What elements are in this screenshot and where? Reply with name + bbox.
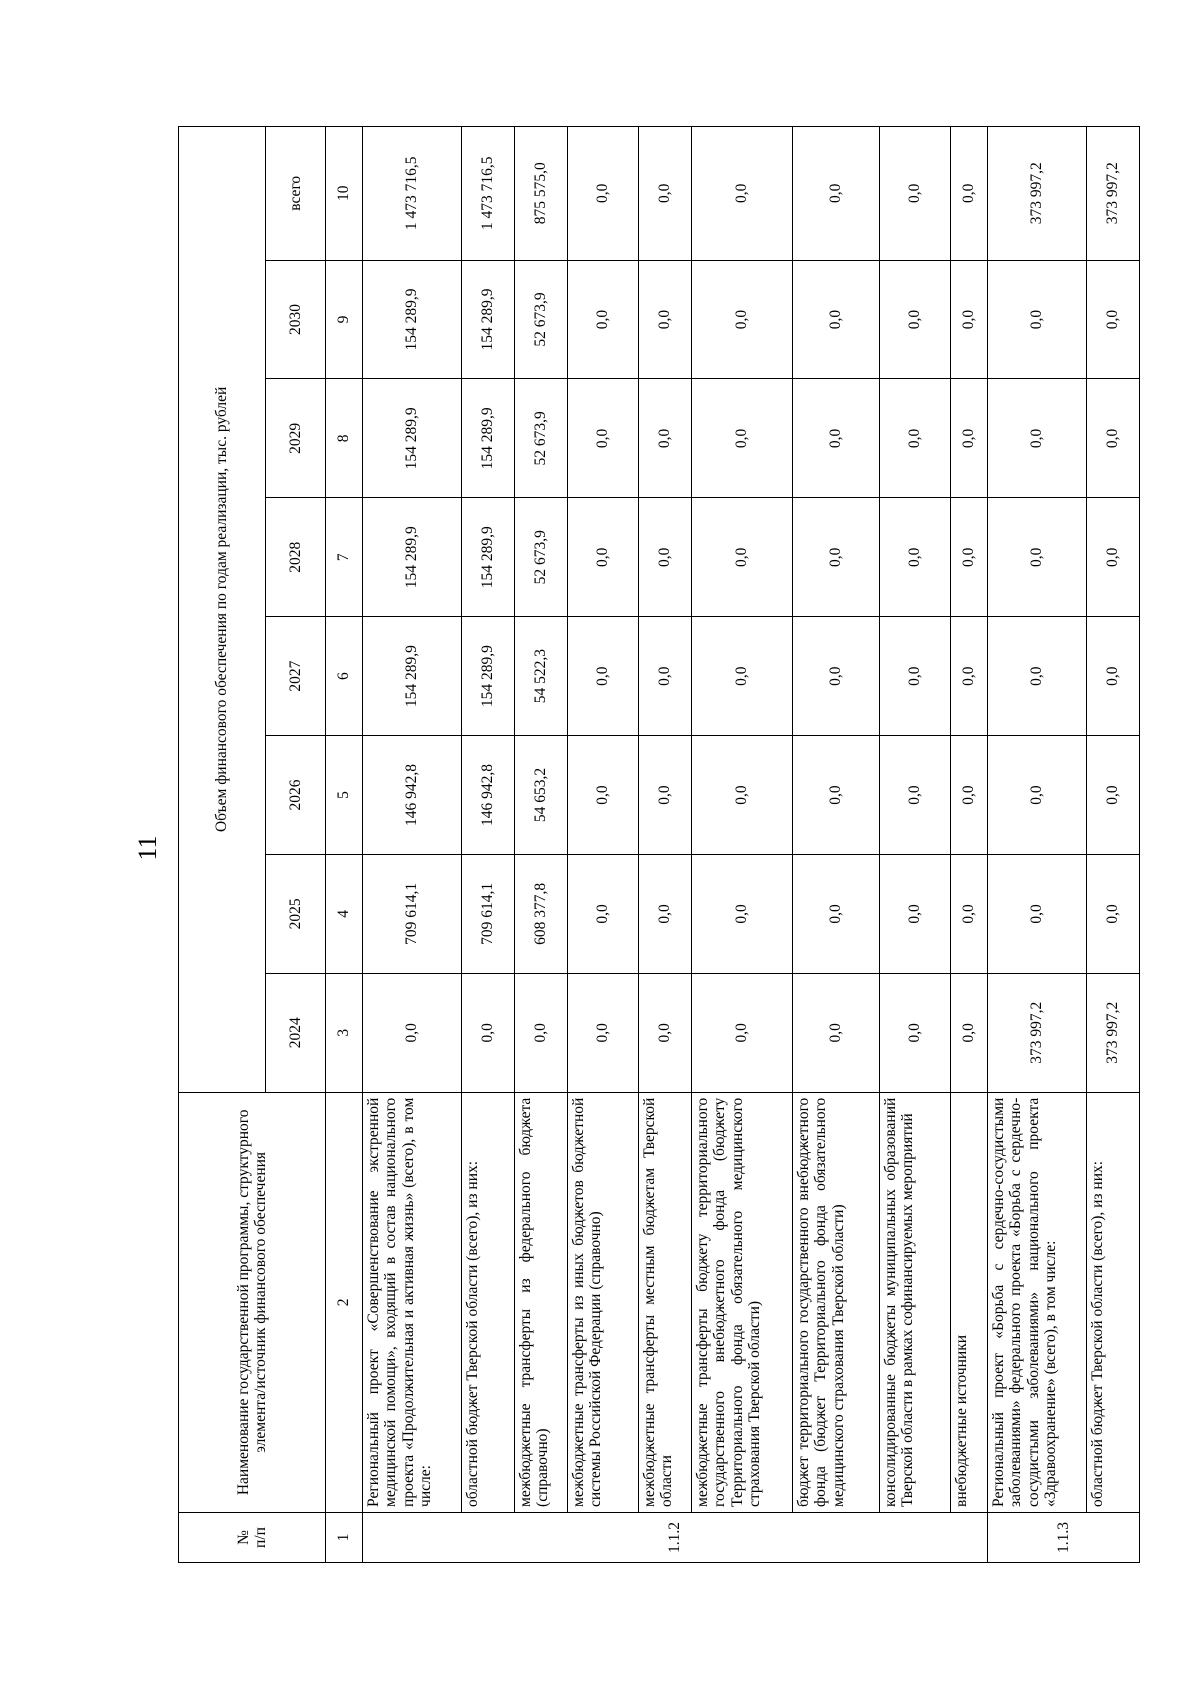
row-name: межбюджетные трансферты бюджету территориального государственного внебюджетного фонда (бюджету Территориального фонда обязательного медицинского страхования Тверской области): [692, 1092, 793, 1512]
header-year: 2024: [266, 973, 326, 1092]
row-value: 0,0: [880, 736, 951, 855]
row-total: 0,0: [692, 127, 793, 261]
row-name: внебюджетные источники: [951, 1092, 988, 1512]
table-row: [692, 127, 793, 1563]
row-name: консолидированные бюджеты муниципальных образований Тверской области в рамках софинансируемых мероприятий: [880, 1092, 951, 1512]
row-value: 0,0: [639, 617, 692, 736]
row-value: 0,0: [568, 498, 639, 617]
row-name: межбюджетные трансферты из иных бюджетов бюджетной системы Российской Федерации (справочно): [568, 1092, 639, 1512]
header-year: 2026: [266, 736, 326, 855]
column-number: 7: [326, 498, 363, 617]
row-value: 54 522,3: [515, 617, 568, 736]
header-year: 2028: [266, 498, 326, 617]
row-value: 154 289,9: [363, 379, 462, 498]
row-value: 0,0: [639, 498, 692, 617]
column-number: 8: [326, 379, 363, 498]
row-code: 1.1.3: [988, 1512, 1140, 1562]
row-total: 875 575,0: [515, 127, 568, 261]
financing-table: [178, 126, 1140, 1563]
row-value: 0,0: [951, 379, 988, 498]
column-number: 1: [326, 1512, 363, 1562]
row-value: 0,0: [639, 736, 692, 855]
row-value: 0,0: [951, 736, 988, 855]
row-value: 709 614,1: [462, 854, 515, 973]
row-value: 0,0: [793, 498, 880, 617]
row-code: 1.1.2: [363, 1512, 988, 1562]
row-value: 154 289,9: [462, 260, 515, 379]
row-value: 0,0: [568, 736, 639, 855]
row-name: областной бюджет Тверской области (всего), из них:: [462, 1092, 515, 1512]
row-name: Региональный проект «Совершенствование экстренной медицинской помощи», входящий в состав национального проекта «Продолжительная и активная жизнь» (всего), в том числе:: [363, 1092, 462, 1512]
row-value: 0,0: [880, 617, 951, 736]
row-value: 373 997,2: [988, 973, 1087, 1092]
header-volume: Объем финансового обеспечения по годам реализации, тыс. рублей: [179, 127, 266, 1093]
row-value: 0,0: [880, 973, 951, 1092]
row-value: 0,0: [568, 973, 639, 1092]
table-row: [880, 127, 951, 1563]
row-value: 52 673,9: [515, 379, 568, 498]
row-value: 0,0: [951, 854, 988, 973]
row-value: 154 289,9: [363, 260, 462, 379]
row-value: 0,0: [363, 973, 462, 1092]
row-value: 54 653,2: [515, 736, 568, 855]
row-value: 0,0: [988, 260, 1087, 379]
column-number: 9: [326, 260, 363, 379]
page-number: 11: [133, 835, 162, 861]
table-row: [951, 127, 988, 1563]
row-value: 0,0: [639, 260, 692, 379]
row-total: 1 473 716,5: [363, 127, 462, 261]
table-row: [988, 127, 1087, 1563]
row-value: 154 289,9: [462, 498, 515, 617]
row-value: 0,0: [568, 854, 639, 973]
row-total: 373 997,2: [1087, 127, 1140, 261]
row-value: 146 942,8: [462, 736, 515, 855]
row-value: 0,0: [988, 379, 1087, 498]
table-row: [639, 127, 692, 1563]
column-number: 6: [326, 617, 363, 736]
financing-table-container: [178, 126, 1122, 1563]
row-value: 0,0: [880, 379, 951, 498]
header-year: 2029: [266, 379, 326, 498]
column-number: 4: [326, 854, 363, 973]
table-row: [1087, 127, 1140, 1563]
row-value: 0,0: [515, 973, 568, 1092]
header-year: 2025: [266, 854, 326, 973]
row-total: 0,0: [951, 127, 988, 261]
row-name: Региональный проект «Борьба с сердечно-сосудистыми заболеваниями» федерального проекта «Борьба с сердечно-сосудистыми заболеваниями» национального проекта «Здравоохранение» (всего), в том числе:: [988, 1092, 1087, 1512]
row-value: 154 289,9: [462, 617, 515, 736]
row-total: 0,0: [793, 127, 880, 261]
row-value: 0,0: [951, 973, 988, 1092]
column-number-row: [326, 127, 363, 1563]
row-value: 0,0: [988, 498, 1087, 617]
row-name: межбюджетные трансферты из федерального бюджета (справочно): [515, 1092, 568, 1512]
row-value: 52 673,9: [515, 498, 568, 617]
row-value: 0,0: [793, 260, 880, 379]
row-value: 0,0: [988, 617, 1087, 736]
row-value: 0,0: [692, 854, 793, 973]
table-row: [462, 127, 515, 1563]
header-total: всего: [266, 127, 326, 261]
row-total: 373 997,2: [988, 127, 1087, 261]
row-value: 0,0: [793, 379, 880, 498]
row-value: 0,0: [951, 617, 988, 736]
row-value: 0,0: [692, 973, 793, 1092]
table-row: [363, 127, 462, 1563]
row-total: 0,0: [568, 127, 639, 261]
row-value: 0,0: [568, 379, 639, 498]
row-value: 0,0: [692, 379, 793, 498]
row-total: 1 473 716,5: [462, 127, 515, 261]
header-name: Наименование государственной программы, структурного элемента/источник финансового обеспечения: [179, 1092, 326, 1512]
row-total: 0,0: [880, 127, 951, 261]
row-value: 0,0: [793, 973, 880, 1092]
row-value: 154 289,9: [363, 498, 462, 617]
row-value: 0,0: [951, 260, 988, 379]
column-number: 2: [326, 1092, 363, 1512]
header-year: 2030: [266, 260, 326, 379]
table-row: [568, 127, 639, 1563]
table-row: [515, 127, 568, 1563]
row-value: 0,0: [1087, 498, 1140, 617]
row-value: 0,0: [1087, 617, 1140, 736]
row-value: 0,0: [1087, 736, 1140, 855]
column-number: 5: [326, 736, 363, 855]
row-value: 0,0: [692, 260, 793, 379]
row-value: 0,0: [639, 973, 692, 1092]
row-value: 0,0: [880, 498, 951, 617]
row-value: 154 289,9: [462, 379, 515, 498]
row-value: 0,0: [1087, 379, 1140, 498]
row-value: 0,0: [692, 617, 793, 736]
row-value: 0,0: [1087, 260, 1140, 379]
column-number: 3: [326, 973, 363, 1092]
row-value: 0,0: [988, 736, 1087, 855]
row-name: межбюджетные трансферты местным бюджетам Тверской области: [639, 1092, 692, 1512]
row-value: 709 614,1: [363, 854, 462, 973]
row-value: 0,0: [639, 854, 692, 973]
row-value: 0,0: [793, 617, 880, 736]
row-value: 608 377,8: [515, 854, 568, 973]
row-value: 0,0: [568, 260, 639, 379]
row-total: 0,0: [639, 127, 692, 261]
row-value: 0,0: [462, 973, 515, 1092]
row-name: областной бюджет Тверской области (всего), из них:: [1087, 1092, 1140, 1512]
table-row: [793, 127, 880, 1563]
row-value: 146 942,8: [363, 736, 462, 855]
row-value: 0,0: [988, 854, 1087, 973]
row-value: 0,0: [1087, 854, 1140, 973]
row-value: 0,0: [568, 617, 639, 736]
row-value: 0,0: [880, 854, 951, 973]
row-value: 52 673,9: [515, 260, 568, 379]
row-value: 0,0: [793, 854, 880, 973]
row-value: 0,0: [951, 498, 988, 617]
header-number: № п/п: [179, 1512, 326, 1562]
row-name: бюджет территориального государственного внебюджетного фонда (бюджет Территориального фонда обязательного медицинского страхования Тверской области): [793, 1092, 880, 1512]
header-year: 2027: [266, 617, 326, 736]
row-value: 0,0: [639, 379, 692, 498]
row-value: 0,0: [880, 260, 951, 379]
row-value: 0,0: [793, 736, 880, 855]
row-value: 0,0: [692, 498, 793, 617]
row-value: 0,0: [692, 736, 793, 855]
column-number: 10: [326, 127, 363, 261]
row-value: 373 997,2: [1087, 973, 1140, 1092]
row-value: 154 289,9: [363, 617, 462, 736]
